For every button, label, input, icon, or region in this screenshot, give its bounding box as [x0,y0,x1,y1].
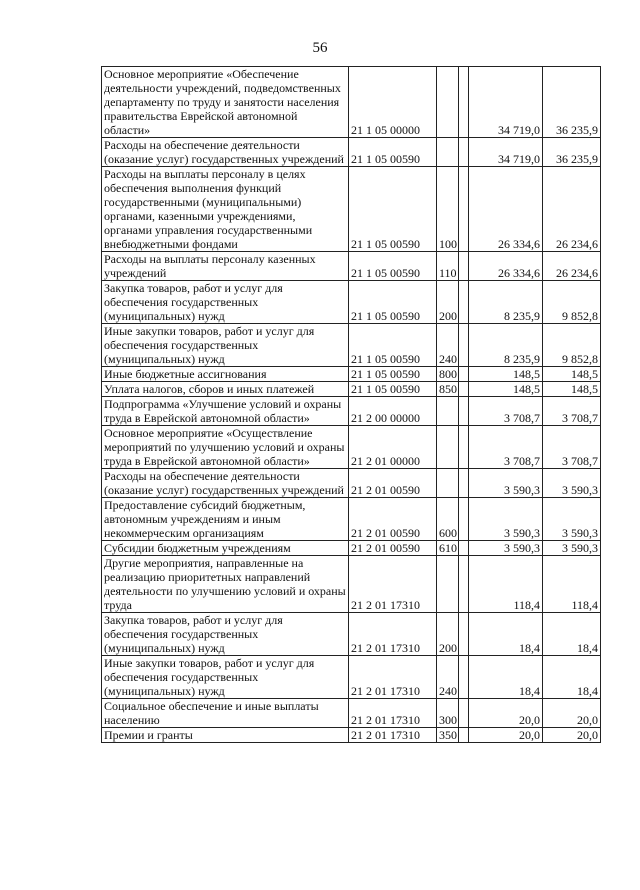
page-number: 56 [312,40,328,56]
row-name-cell: Субсидии бюджетным учреждениям [102,541,349,556]
row-value2-cell: 26 234,6 [543,252,601,281]
row-vr-cell: 610 [437,541,459,556]
row-name-cell: Предоставление субсидий бюджетным, автономным учреждениям и иным некоммерческим организациям [102,498,349,541]
row-blank-cell [459,252,469,281]
row-blank-cell [459,138,469,167]
row-value1-cell: 3 708,7 [469,426,543,469]
row-vr-cell: 850 [437,382,459,397]
row-code-cell: 21 2 01 17310 [349,656,437,699]
table-row [102,324,601,367]
row-value1-cell: 34 719,0 [469,67,543,138]
row-vr-cell: 110 [437,252,459,281]
row-value1-cell: 8 235,9 [469,324,543,367]
row-vr-cell [437,426,459,469]
table-row [102,367,601,382]
row-value2-cell: 3 590,3 [543,469,601,498]
row-blank-cell [459,613,469,656]
table-row [102,498,601,541]
row-code-cell: 21 1 05 00590 [349,367,437,382]
row-code-cell: 21 1 05 00590 [349,382,437,397]
row-vr-cell [437,556,459,613]
row-value2-cell: 20,0 [543,699,601,728]
row-code-cell: 21 2 01 17310 [349,699,437,728]
row-value1-cell: 26 334,6 [469,167,543,252]
table-row [102,281,601,324]
row-name-cell: Закупка товаров, работ и услуг для обеспечения государственных (муниципальных) нужд [102,613,349,656]
row-name-cell: Расходы на выплаты персоналу казенных учреждений [102,252,349,281]
row-value1-cell: 148,5 [469,367,543,382]
row-value2-cell: 118,4 [543,556,601,613]
row-code-cell: 21 1 05 00590 [349,167,437,252]
row-name-cell: Основное мероприятие «Обеспечение деятельности учреждений, подведомственных департаменту по труду и занятости населения правительства Еврейской автономной области» [102,67,349,138]
table-row [102,138,601,167]
row-blank-cell [459,281,469,324]
row-value2-cell: 18,4 [543,656,601,699]
row-code-cell: 21 1 05 00590 [349,281,437,324]
row-vr-cell [437,67,459,138]
row-name-cell: Расходы на выплаты персоналу в целях обеспечения выполнения функций государственными (муниципальными) органами, казенными учреждениями, органами управления государственными внебюджетными фондами [102,167,349,252]
table-row [102,167,601,252]
row-code-cell: 21 2 01 17310 [349,556,437,613]
row-value1-cell: 3 590,3 [469,469,543,498]
row-value2-cell: 9 852,8 [543,324,601,367]
table-row [102,469,601,498]
row-value2-cell: 18,4 [543,613,601,656]
row-vr-cell: 300 [437,699,459,728]
row-vr-cell: 600 [437,498,459,541]
row-code-cell: 21 2 00 00000 [349,397,437,426]
row-name-cell: Иные бюджетные ассигнования [102,367,349,382]
row-blank-cell [459,324,469,367]
row-value1-cell: 3 708,7 [469,397,543,426]
row-value1-cell: 34 719,0 [469,138,543,167]
row-value1-cell: 20,0 [469,699,543,728]
row-value2-cell: 148,5 [543,367,601,382]
row-vr-cell: 200 [437,613,459,656]
row-blank-cell [459,67,469,138]
row-value1-cell: 20,0 [469,728,543,743]
row-name-cell: Основное мероприятие «Осуществление мероприятий по улучшению условий и охраны труда в Еврейской автономной области» [102,426,349,469]
row-value1-cell: 18,4 [469,613,543,656]
row-code-cell: 21 1 05 00590 [349,324,437,367]
row-value1-cell: 18,4 [469,656,543,699]
row-name-cell: Расходы на обеспечение деятельности (оказание услуг) государственных учреждений [102,469,349,498]
row-vr-cell: 240 [437,656,459,699]
row-value1-cell: 148,5 [469,382,543,397]
row-blank-cell [459,167,469,252]
table-row [102,699,601,728]
row-blank-cell [459,469,469,498]
table-row [102,252,601,281]
row-value2-cell: 3 708,7 [543,397,601,426]
row-vr-cell: 350 [437,728,459,743]
budget-table-body [102,67,601,743]
row-name-cell: Подпрограмма «Улучшение условий и охраны труда в Еврейской автономной области» [102,397,349,426]
row-code-cell: 21 1 05 00590 [349,138,437,167]
table-row [102,397,601,426]
row-name-cell: Расходы на обеспечение деятельности (оказание услуг) государственных учреждений [102,138,349,167]
row-vr-cell: 240 [437,324,459,367]
row-value2-cell: 36 235,9 [543,67,601,138]
row-vr-cell: 200 [437,281,459,324]
row-vr-cell [437,469,459,498]
row-value2-cell: 3 590,3 [543,498,601,541]
budget-table [101,66,601,743]
row-vr-cell [437,138,459,167]
row-name-cell: Иные закупки товаров, работ и услуг для обеспечения государственных (муниципальных) нужд [102,656,349,699]
row-code-cell: 21 2 01 17310 [349,728,437,743]
row-blank-cell [459,426,469,469]
table-row [102,613,601,656]
row-blank-cell [459,397,469,426]
row-name-cell: Социальное обеспечение и иные выплаты населению [102,699,349,728]
table-row [102,67,601,138]
row-name-cell: Другие мероприятия, направленные на реализацию приоритетных направлений деятельности по улучшению условий и охраны труда [102,556,349,613]
row-code-cell: 21 2 01 00590 [349,541,437,556]
row-vr-cell [437,397,459,426]
row-code-cell: 21 2 01 00590 [349,498,437,541]
row-blank-cell [459,367,469,382]
row-blank-cell [459,556,469,613]
row-value2-cell: 148,5 [543,382,601,397]
row-code-cell: 21 2 01 00590 [349,469,437,498]
row-name-cell: Уплата налогов, сборов и иных платежей [102,382,349,397]
row-value1-cell: 26 334,6 [469,252,543,281]
row-value2-cell: 3 590,3 [543,541,601,556]
row-blank-cell [459,498,469,541]
row-name-cell: Закупка товаров, работ и услуг для обеспечения государственных (муниципальных) нужд [102,281,349,324]
table-row [102,656,601,699]
row-code-cell: 21 2 01 17310 [349,613,437,656]
row-code-cell: 21 1 05 00590 [349,252,437,281]
row-value1-cell: 8 235,9 [469,281,543,324]
row-code-cell: 21 2 01 00000 [349,426,437,469]
row-value2-cell: 36 235,9 [543,138,601,167]
row-value1-cell: 3 590,3 [469,541,543,556]
table-row [102,426,601,469]
row-blank-cell [459,382,469,397]
row-value1-cell: 3 590,3 [469,498,543,541]
row-blank-cell [459,541,469,556]
row-name-cell: Иные закупки товаров, работ и услуг для обеспечения государственных (муниципальных) нужд [102,324,349,367]
table-row [102,728,601,743]
row-code-cell: 21 1 05 00000 [349,67,437,138]
row-value2-cell: 3 708,7 [543,426,601,469]
row-blank-cell [459,699,469,728]
row-value2-cell: 9 852,8 [543,281,601,324]
row-value2-cell: 20,0 [543,728,601,743]
row-value1-cell: 118,4 [469,556,543,613]
table-row [102,556,601,613]
row-blank-cell [459,728,469,743]
row-value2-cell: 26 234,6 [543,167,601,252]
table-row [102,382,601,397]
table-row [102,541,601,556]
row-blank-cell [459,656,469,699]
row-vr-cell: 100 [437,167,459,252]
row-vr-cell: 800 [437,367,459,382]
row-name-cell: Премии и гранты [102,728,349,743]
